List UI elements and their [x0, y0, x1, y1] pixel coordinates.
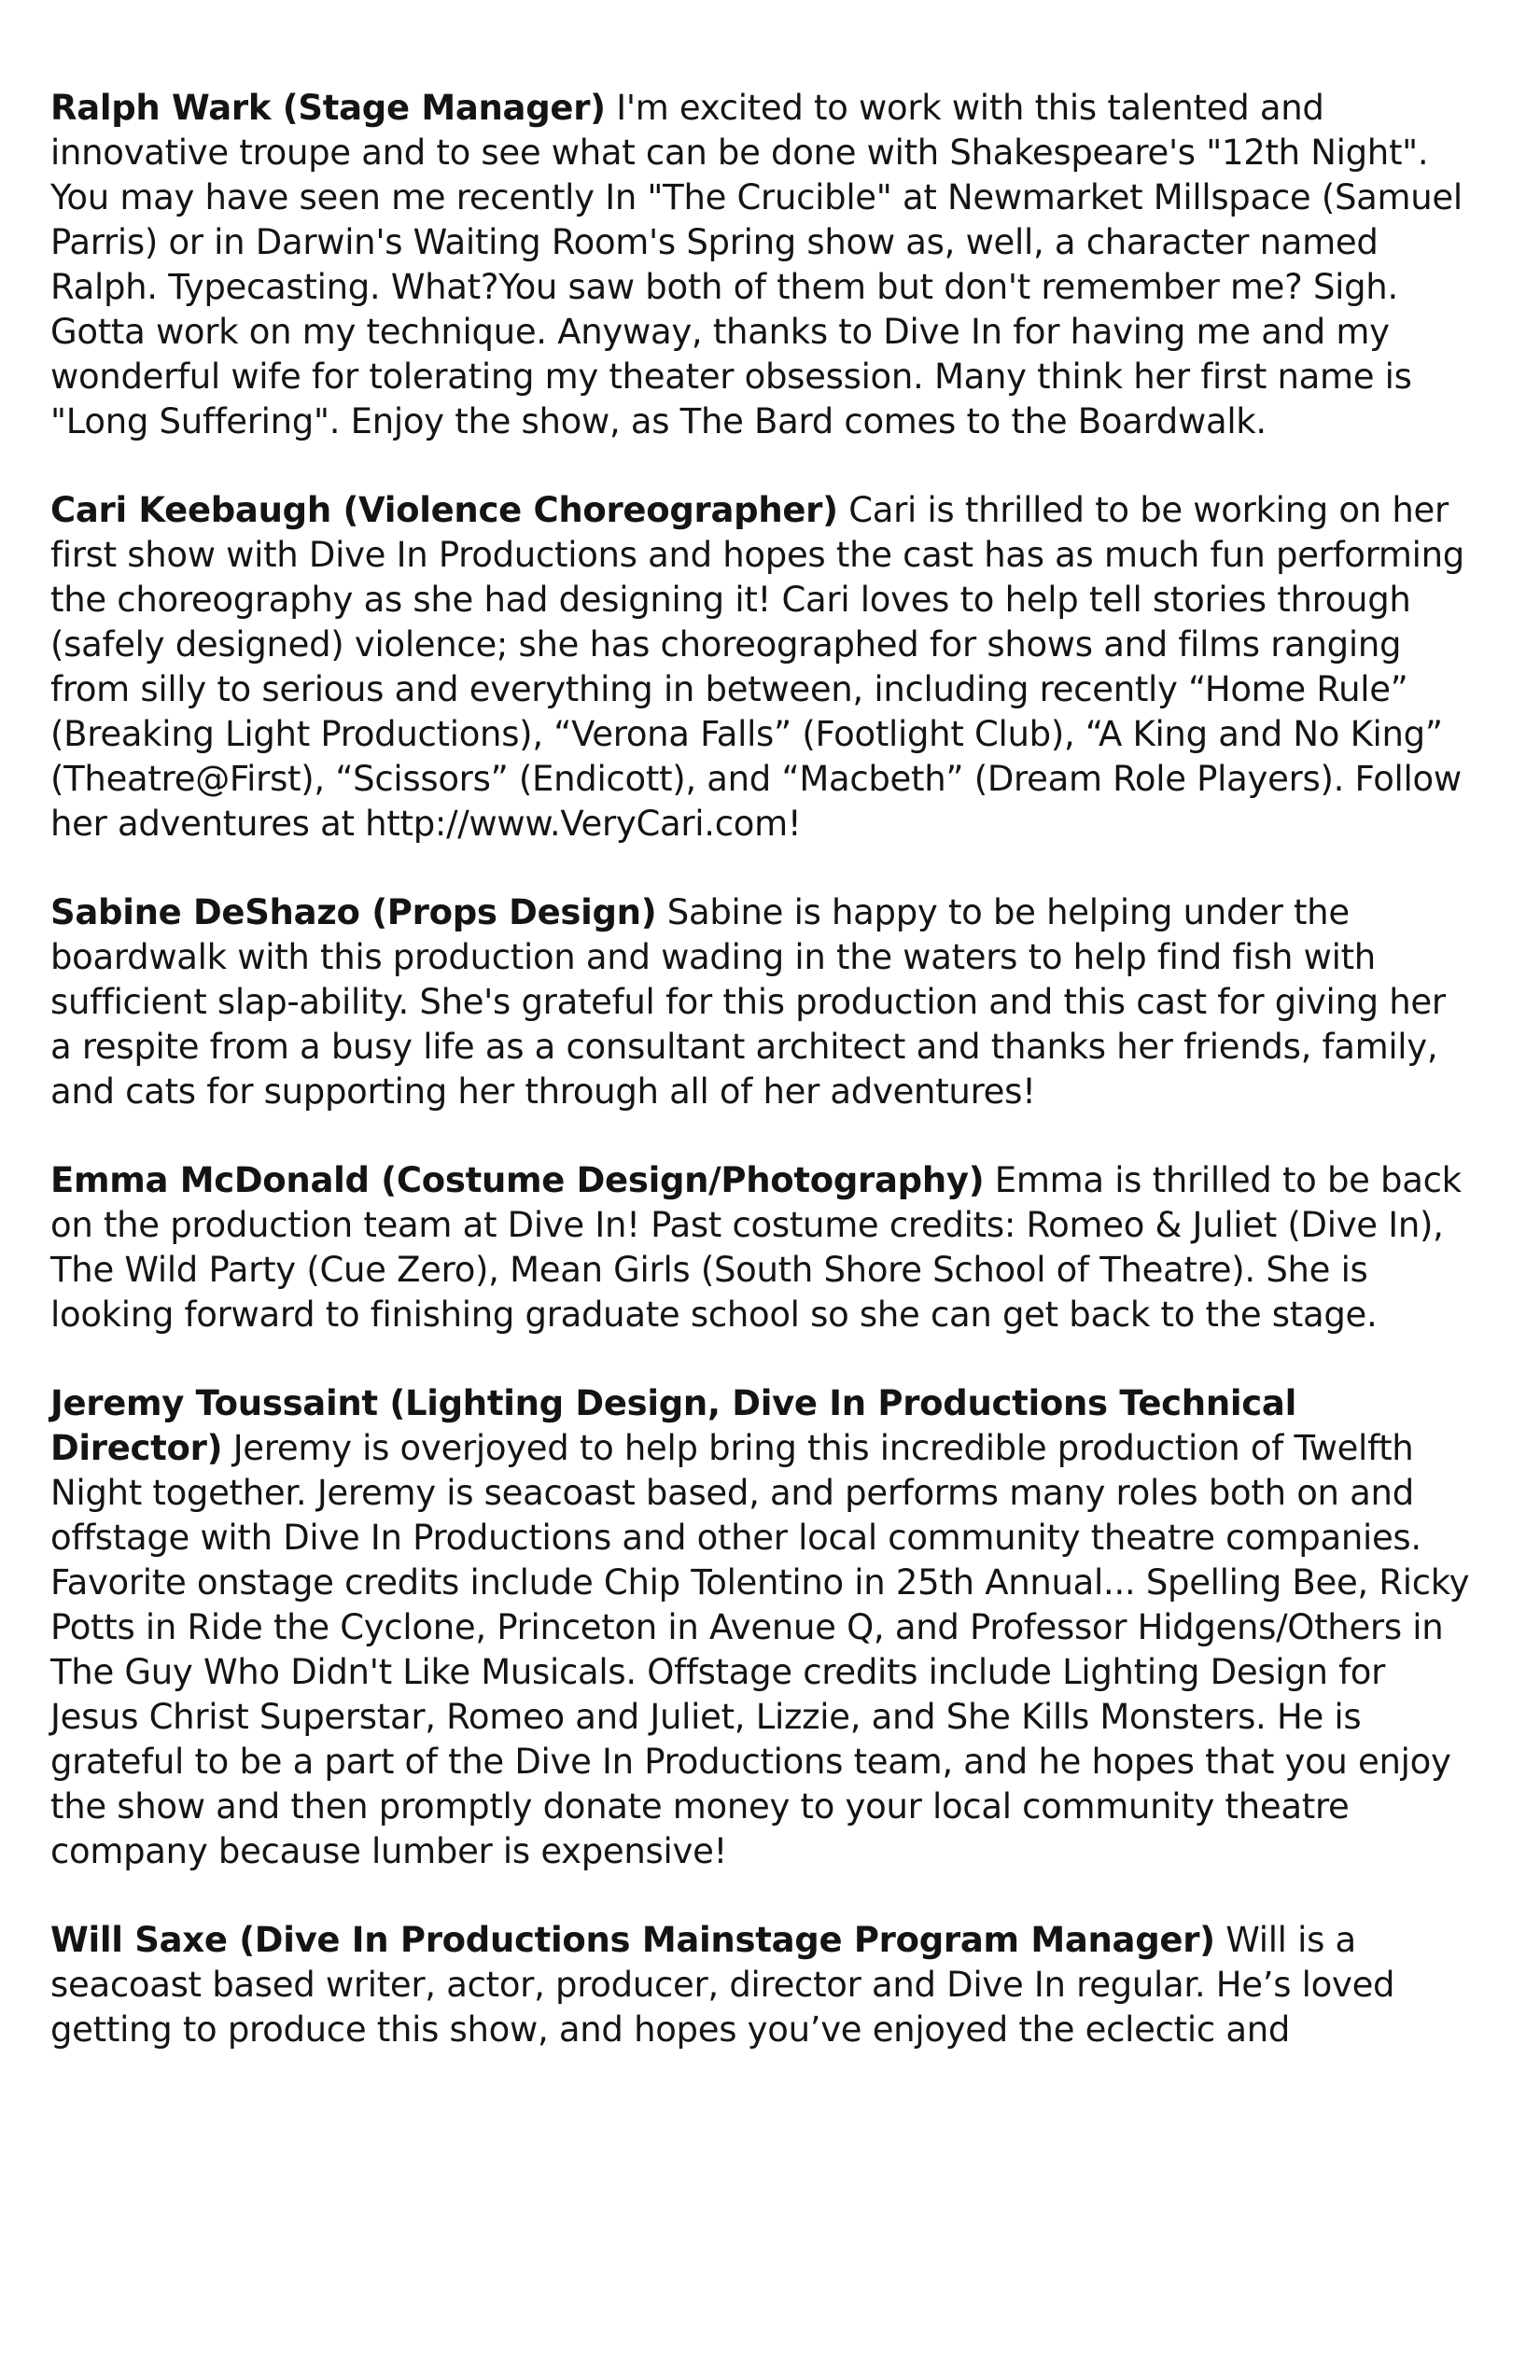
bio-ralph-wark: [50, 86, 1474, 444]
bio-list: [50, 86, 1474, 2096]
bio-emma-mcdonald: [50, 1158, 1474, 1337]
bio-jeremy-toussaint: [50, 1381, 1474, 1874]
bio-text: Will is a seacoast based writer, actor, producer, director and Dive In regular. He’s loved getting to produce this show, and hopes you’ve enjoyed the eclectic and: [50, 1920, 1395, 2050]
bio-sabine-deshazo: [50, 890, 1474, 1114]
bio-name: Will Saxe (Dive In Productions Mainstage Program Manager): [50, 1920, 1215, 1960]
bio-text: I'm excited to work with this talented and innovative troupe and to see what can be done with Shakespeare's "12th Night". You may have seen me recently In "The Crucible" at Newmarket Millspace (Samuel Parris) or in Darwin's Waiting Room's Spring show as, well, a character named Ralph. Typecasting. What?You saw both of them but don't remember me? Sigh. Gotta work on my technique. Anyway, thanks to Dive In for having me and my wonderful wife for tolerating my theater obsession. Many think her first name is "Long Suffering". Enjoy the show, as The Bard comes to the Boardwalk.: [50, 88, 1463, 441]
bio-will-saxe: [50, 1918, 1474, 2052]
bio-text: Emma is thrilled to be back on the production team at Dive In! Past costume credits: Romeo & Juliet (Dive In), The Wild Party (Cue Zero), Mean Girls (South Shore School of Theatre). She is looking forward to finishing graduate school so she can get back to the stage.: [50, 1160, 1462, 1335]
bio-name: Emma McDonald (Costume Design/Photography): [50, 1160, 985, 1200]
bio-name: Sabine DeShazo (Props Design): [50, 892, 657, 932]
bio-name: Ralph Wark (Stage Manager): [50, 88, 606, 128]
bio-text: Jeremy is overjoyed to help bring this incredible production of Twelfth Night together. Jeremy is seacoast based, and performs many roles both on and offstage with Dive In Productions and other local community theatre companies. Favorite onstage credits include Chip Tolentino in 25th Annual... Spelling Bee, Ricky Potts in Ride the Cyclone, Princeton in Avenue Q, and Professor Hidgens/Others in The Guy Who Didn't Like Musicals. Offstage credits include Lighting Design for Jesus Christ Superstar, Romeo and Juliet, Lizzie, and She Kills Monsters. He is grateful to be a part of the Dive In Productions team, and he hopes that you enjoy the show and then promptly donate money to your local community theatre company because lumber is expensive!: [50, 1428, 1470, 1871]
bio-cari-keebaugh: [50, 488, 1474, 847]
bio-name: Jeremy Toussaint (Lighting Design, Dive In Productions Technical Director): [50, 1383, 1296, 1468]
bio-text: Sabine is happy to be helping under the boardwalk with this production and wading in the waters to help find fish with sufficient slap-ability. She's grateful for this production and this cast for giving her a respite from a busy life as a consultant architect and thanks her friends, family, and cats for supporting her through all of her adventures!: [50, 892, 1446, 1112]
bio-name: Cari Keebaugh (Violence Choreographer): [50, 490, 838, 530]
bio-text: Cari is thrilled to be working on her first show with Dive In Productions and hopes the cast has as much fun performing the choreography as she had designing it! Cari loves to help tell stories through (safely designed) violence; she has choreographed for shows and films ranging from silly to serious and everything in between, including recently “Home Rule” (Breaking Light Productions), “Verona Falls” (Footlight Club), “A King and No King” (Theatre@First), “Scissors” (Endicott), and “Macbeth” (Dream Role Players). Follow her adventures at http://www.VeryCari.com!: [50, 490, 1464, 844]
